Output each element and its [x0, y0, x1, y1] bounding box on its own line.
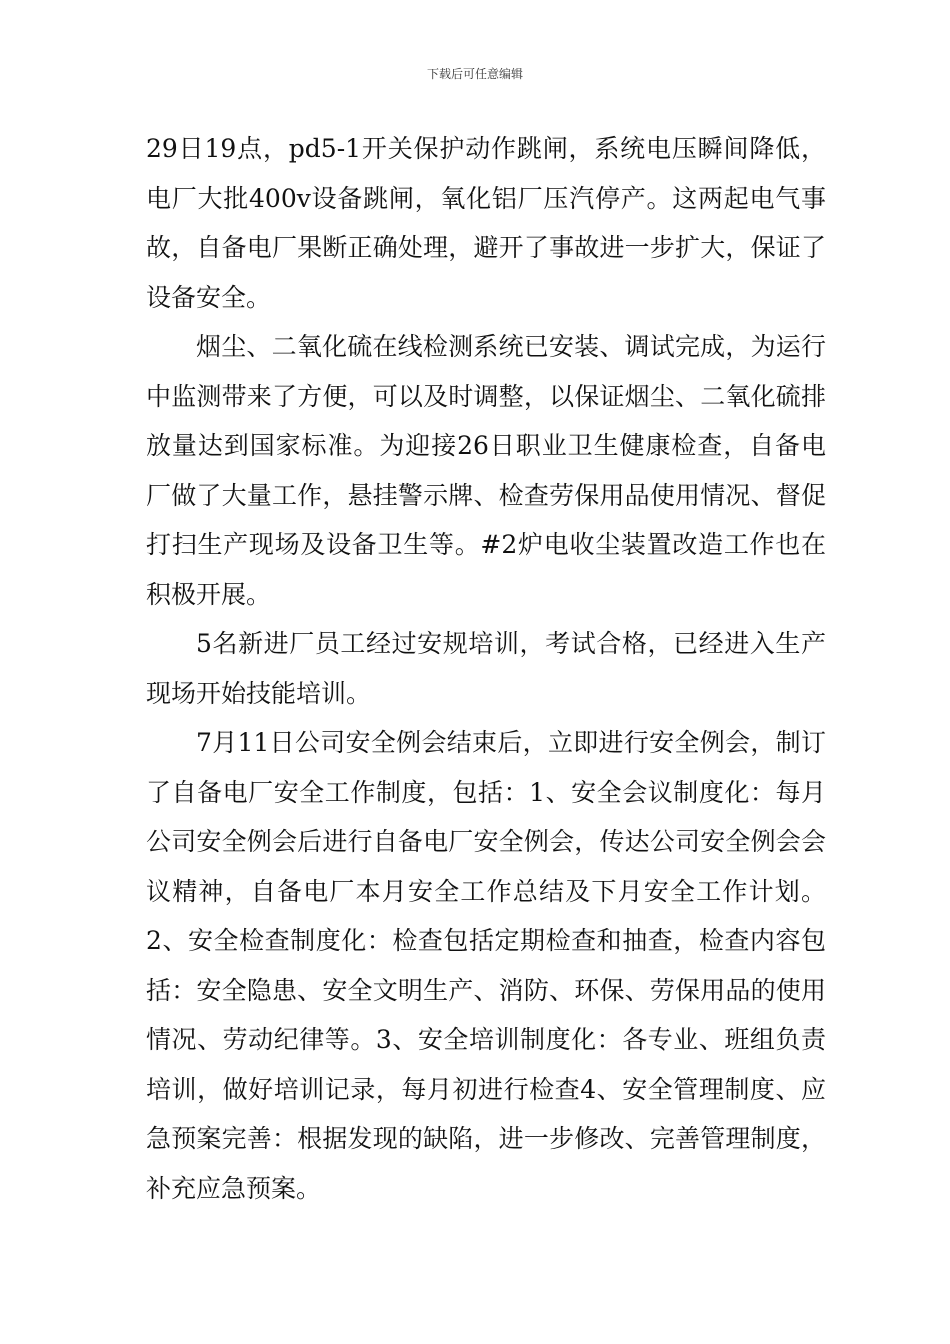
paragraph-safety-system: 7月11日公司安全例会结束后，立即进行安全例会，制订了自备电厂安全工作制度，包括：1、安全会议制度化：每月公司安全例会后进行自备电厂安全例会，传达公司安全例会会议精神，自备电厂本月安全工作总结及下月安全工作计划。2、安全检查制度化：检查包括定期检查和抽查，检查内容包括：安全隐患、安全文明生产、消防、环保、劳保用品的使用情况、劳动纪律等。3、安全培训制度化：各专业、班组负责培训，做好培训记录，每月初进行检查4、安全管理制度、应急预案完善：根据发现的缺陷，进一步修改、完善管理制度，补充应急预案。: [146, 728, 826, 1203]
document-body: [146, 124, 826, 1213]
page-header: 下载后可任意编辑: [426, 67, 523, 81]
paragraph-new-staff-training: 5名新进厂员工经过安规培训，考试合格，已经进入生产现场开始技能培训。: [146, 629, 826, 708]
paragraph-emission-monitoring: 烟尘、二氧化硫在线检测系统已安装、调试完成，为运行中监测带来了方便，可以及时调整，以保证烟尘、二氧化硫排放量达到国家标准。为迎接26日职业卫生健康检查，自备电厂做了大量工作，悬挂警示牌、检查劳保用品使用情况、督促打扫生产现场及设备卫生等。#2炉电收尘装置改造工作也在积极开展。: [146, 332, 826, 609]
paragraph-accident-report: 29日19点，pd5-1开关保护动作跳闸，系统电压瞬间降低，电厂大批400v设备跳闸，氧化铝厂压汽停产。这两起电气事故，自备电厂果断正确处理，避开了事故进一步扩大，保证了设备安全。: [146, 134, 826, 312]
